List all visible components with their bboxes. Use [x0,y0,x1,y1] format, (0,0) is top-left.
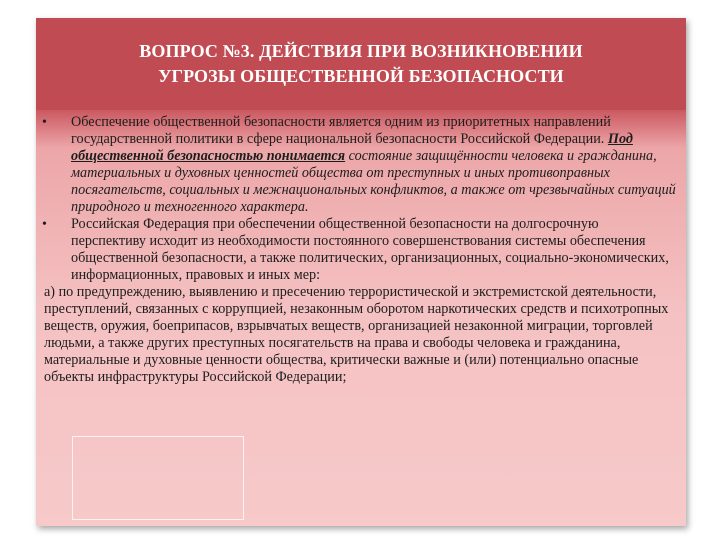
bullet-item-1 [44,114,676,216]
bullet-item-2 [44,216,676,284]
slide-frame [36,18,686,526]
decorative-frame [72,436,244,520]
bullet-icon: • [42,217,47,232]
bullet-1-text: Обеспечение общественной безопасности является одним из приоритетных направлений государственной политики в сфере национальной безопасности Российской Федерации. [71,114,611,147]
list-item-a: а) по предупреждению, выявлению и пресечению террористической и экстремистской деятельности, преступлений, связанных с коррупцией, незаконным оборотом наркотических средств и психотропных веществ, оружия, боеприпасов, взрывчатых веществ, организацией незаконной миграции, торговлей людьми, а также других преступных посягательств на права и свободы человека и гражданина, материальные и духовные ценности общества, критически важные и (или) потенциально опасные объекты инфраструктуры Российской Федерации; [44,284,669,385]
bullet-2-text: Российская Федерация при обеспечении общественной безопасности на долгосрочную перспективу исходит из необходимости постоянного совершенствования системы обеспечения общественной безопасности, а также политических, организационных, социально-экономических, информационных, правовых и иных мер: [71,216,669,283]
definition-body: состояние защищённости человека и гражданина, материальных и духовных ценностей общества от преступных и иных противоправных посягательств, социальных и межнациональных конфликтов, а также от чрезвычайных ситуаций природного и техногенного характера. [71,148,676,215]
bullet-icon: • [42,115,47,130]
definition-lead: Под общественной безопасностью понимается [71,131,633,164]
title-band [36,18,686,110]
title-line-2: УГРОЗЫ ОБЩЕСТВЕННОЙ БЕЗОПАСНОСТИ [158,66,564,86]
title-line-1: ВОПРОС №3. ДЕЙСТВИЯ ПРИ ВОЗНИКНОВЕНИИ [139,41,583,61]
slide-content [44,114,676,386]
